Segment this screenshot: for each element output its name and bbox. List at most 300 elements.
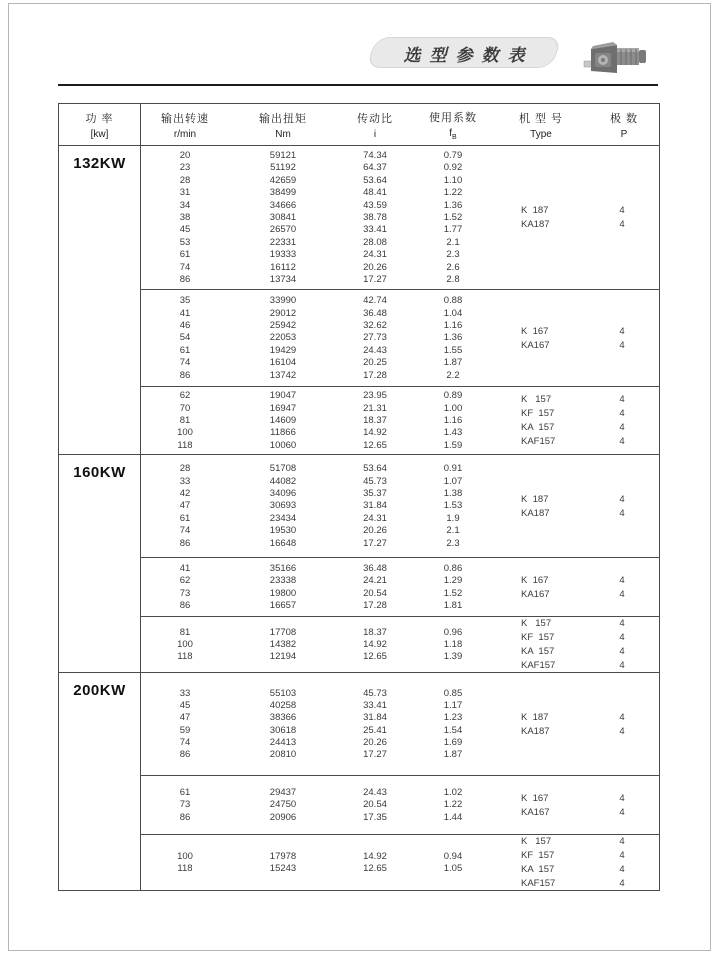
torque-value: 10060 [269, 439, 297, 451]
type-pole-rows [493, 455, 659, 557]
ratio-value: 24.21 [363, 575, 387, 587]
ratio-value: 24.31 [363, 512, 387, 524]
pole-value: 4 [619, 205, 625, 216]
header-poles: 极 数 P [609, 112, 639, 140]
ratio-value: 42.74 [363, 295, 387, 307]
ratio-value: 31.84 [363, 712, 387, 724]
speed-value: 34 [179, 199, 191, 211]
ratio-value: 20.26 [363, 261, 387, 273]
ratio-value: 20.26 [363, 525, 387, 537]
power-cell [59, 455, 141, 672]
header-model-type: 机 型 号 Type [518, 112, 564, 140]
factor-value: 1.07 [443, 475, 463, 487]
power-section [59, 672, 659, 890]
speed-value: 31 [179, 187, 191, 199]
table-row [141, 390, 493, 402]
type-label: KA 157 [521, 422, 555, 433]
torque-value: 19429 [269, 344, 297, 356]
table-row [141, 799, 493, 811]
factor-value: 1.53 [443, 500, 463, 512]
numeric-rows [141, 673, 493, 775]
factor-value: 1.22 [443, 799, 463, 811]
power-cell [59, 146, 141, 454]
torque-value: 22053 [269, 332, 297, 344]
speed-value: 118 [177, 439, 193, 451]
pole-value: 4 [619, 493, 625, 505]
speed-value: 53 [179, 236, 191, 248]
ratio-block [141, 557, 659, 616]
pole-value: 4 [619, 711, 625, 723]
torque-value: 14609 [269, 414, 297, 426]
speed-value: 41 [179, 307, 191, 319]
ratio-value: 20.54 [363, 587, 387, 599]
torque-value: 55103 [269, 687, 297, 699]
speed-value: 118 [177, 863, 193, 875]
table-row [141, 199, 493, 211]
factor-value: 1.10 [443, 174, 463, 186]
ratio-value: 20.25 [363, 357, 387, 369]
pole-value: 4 [619, 325, 625, 337]
pole-value: 4 [619, 436, 625, 447]
ratio-value: 12.65 [363, 439, 387, 451]
type-label: KF 157 [521, 632, 555, 644]
pole-value: 4 [619, 219, 625, 230]
table-header-row [59, 104, 659, 146]
speed-value: 45 [179, 699, 191, 711]
ratio-value: 12.65 [363, 863, 387, 875]
speed-value: 23 [179, 162, 191, 174]
type-label: KAF157 [521, 877, 556, 889]
table-row [141, 525, 493, 537]
speed-value: 62 [179, 575, 191, 587]
table-row [141, 307, 493, 319]
factor-value: 1.9 [446, 512, 460, 524]
speed-value: 86 [179, 749, 191, 761]
factor-value: 1.04 [443, 307, 463, 319]
factor-value: 0.86 [443, 562, 463, 574]
speed-value: 74 [179, 525, 191, 537]
header-power: 功 率 [kw] [59, 104, 141, 145]
factor-value: 0.88 [443, 295, 463, 307]
table-row [141, 599, 493, 611]
ratio-value: 24.43 [363, 344, 387, 356]
type-row [493, 338, 659, 352]
torque-value: 16648 [269, 537, 297, 549]
factor-value: 1.29 [443, 575, 463, 587]
ratio-value: 25.41 [363, 724, 387, 736]
table-row [141, 248, 493, 260]
ratio-value: 31.84 [363, 500, 387, 512]
table-row [141, 850, 493, 862]
pole-value: 4 [619, 394, 625, 405]
speed-value: 86 [179, 811, 191, 823]
torque-value: 16947 [269, 402, 297, 414]
factor-value: 1.36 [443, 199, 463, 211]
speed-value: 86 [179, 537, 191, 549]
header-ratio: 传动比 i [357, 112, 393, 140]
torque-value: 59121 [269, 150, 297, 162]
speed-value: 45 [179, 224, 191, 236]
ratio-value: 28.08 [363, 236, 387, 248]
table-row [141, 295, 493, 307]
torque-value: 16112 [270, 261, 296, 273]
ratio-value: 48.41 [363, 187, 387, 199]
factor-value: 1.55 [443, 344, 463, 356]
speed-value: 61 [179, 512, 191, 524]
factor-value: 2.6 [446, 261, 460, 273]
table-row [141, 512, 493, 524]
pole-value: 4 [619, 408, 625, 419]
factor-value: 1.52 [443, 587, 463, 599]
table-row [141, 273, 493, 285]
speed-value: 86 [179, 369, 191, 381]
ratio-value: 17.28 [363, 600, 387, 612]
power-label: 160KW [73, 464, 126, 481]
torque-value: 19333 [269, 249, 297, 261]
speed-value: 70 [179, 402, 191, 414]
torque-value: 51192 [270, 162, 296, 174]
header-service-factor: 使用系数 $f_B$ [429, 111, 477, 141]
type-row [493, 710, 659, 724]
pole-value: 4 [619, 645, 625, 657]
torque-value: 35166 [269, 562, 297, 574]
type-label: K 187 [521, 205, 549, 216]
ratio-value: 38.78 [363, 211, 387, 223]
type-label: K 167 [521, 325, 549, 337]
table-row [141, 651, 493, 663]
torque-value: 51708 [269, 463, 297, 475]
ratio-block [141, 834, 659, 890]
pole-value: 4 [619, 877, 625, 889]
table-row [141, 187, 493, 199]
type-label: KA187 [521, 725, 550, 737]
numeric-rows [141, 290, 493, 386]
torque-value: 26570 [269, 224, 297, 236]
torque-value: 19530 [269, 525, 297, 537]
table-row [141, 174, 493, 186]
type-label: KA167 [521, 806, 550, 818]
ratio-value: 27.73 [363, 332, 387, 344]
ratio-value: 74.34 [363, 150, 387, 162]
type-label: KA187 [521, 219, 550, 230]
torque-value: 23338 [269, 575, 297, 587]
torque-value: 23434 [269, 512, 297, 524]
power-cell [59, 673, 141, 890]
type-row [493, 573, 659, 587]
speed-value: 86 [179, 600, 191, 612]
table-row [141, 736, 493, 748]
type-row [493, 645, 659, 659]
ratio-value: 64.37 [363, 162, 387, 174]
type-row [493, 218, 659, 232]
speed-value: 61 [179, 787, 191, 799]
speed-value: 86 [179, 273, 191, 285]
speed-value: 47 [179, 500, 191, 512]
torque-value: 38366 [269, 712, 297, 724]
speed-value: 61 [179, 249, 191, 261]
factor-value: 0.85 [443, 687, 463, 699]
table-row [141, 786, 493, 798]
speed-value: 46 [179, 320, 191, 332]
table-row [141, 587, 493, 599]
torque-value: 14382 [269, 638, 297, 650]
table-row [141, 332, 493, 344]
type-pole-rows [493, 387, 659, 454]
torque-value: 29012 [269, 307, 297, 319]
table-row [141, 369, 493, 381]
ratio-value: 20.26 [363, 737, 387, 749]
table-row [141, 699, 493, 711]
ratio-value: 14.92 [363, 427, 387, 439]
torque-value: 12194 [269, 651, 297, 663]
ratio-value: 14.92 [363, 638, 387, 650]
ratio-value: 17.35 [363, 811, 387, 823]
speed-value: 20 [179, 150, 191, 162]
torque-value: 13742 [269, 369, 297, 381]
speed-value: 81 [179, 414, 191, 426]
torque-value: 17978 [269, 850, 297, 862]
factor-value: 0.79 [443, 150, 463, 162]
type-label: K 187 [521, 711, 549, 723]
factor-value: 2.8 [446, 273, 460, 285]
table-row [141, 427, 493, 439]
factor-value: 1.36 [443, 332, 463, 344]
header-output-torque: 输出扭矩 Nm [259, 112, 307, 140]
factor-value: 1.16 [443, 414, 463, 426]
type-label: KA167 [521, 339, 550, 351]
factor-value: 1.77 [443, 224, 463, 236]
factor-value: 1.44 [443, 811, 463, 823]
ratio-value: 24.43 [363, 787, 387, 799]
ratio-block [141, 146, 659, 289]
type-row [493, 835, 659, 849]
torque-value: 16104 [269, 357, 297, 369]
factor-value: 2.3 [446, 249, 460, 261]
ratio-value: 21.31 [363, 402, 387, 414]
type-pole-rows [493, 776, 659, 834]
table-row [141, 487, 493, 499]
ratio-value: 33.41 [363, 224, 387, 236]
torque-value: 20906 [269, 811, 297, 823]
ratio-block [141, 386, 659, 454]
ratio-value: 43.59 [363, 199, 387, 211]
type-row [493, 204, 659, 218]
pole-value: 4 [619, 588, 625, 600]
ratio-value: 53.64 [363, 463, 387, 475]
ratio-block [141, 673, 659, 775]
table-row [141, 402, 493, 414]
pole-value: 4 [619, 836, 625, 848]
table-row [141, 344, 493, 356]
parameter-table-body [59, 146, 659, 890]
factor-value: 0.91 [443, 463, 463, 475]
speed-value: 38 [179, 211, 191, 223]
type-row [493, 506, 659, 520]
table-row [141, 162, 493, 174]
speed-value: 73 [179, 799, 191, 811]
pole-value: 4 [619, 339, 625, 351]
type-row [493, 849, 659, 863]
factor-value: 1.59 [443, 439, 463, 451]
ratio-value: 36.48 [363, 562, 387, 574]
factor-value: 0.94 [443, 850, 463, 862]
type-label: KF 157 [521, 850, 555, 862]
type-row [493, 421, 659, 435]
type-row [493, 393, 659, 407]
ratio-value: 24.31 [363, 249, 387, 261]
type-row [493, 724, 659, 738]
table-row [141, 224, 493, 236]
table-row [141, 626, 493, 638]
factor-value: 0.96 [443, 626, 463, 638]
ratio-value: 17.28 [363, 369, 387, 381]
ratio-value: 53.64 [363, 174, 387, 186]
pole-value: 4 [619, 507, 625, 519]
speed-value: 74 [179, 357, 191, 369]
table-row [141, 687, 493, 699]
type-row [493, 863, 659, 877]
factor-value: 1.16 [443, 320, 463, 332]
header-output-speed: 输出转速 r/min [161, 112, 209, 140]
ratio-value: 45.73 [363, 475, 387, 487]
type-row [493, 658, 659, 672]
table-row [141, 575, 493, 587]
table-row [141, 712, 493, 724]
pole-value: 4 [619, 632, 625, 644]
factor-value: 1.39 [443, 651, 463, 663]
factor-value: 1.87 [443, 749, 463, 761]
ratio-value: 20.54 [363, 799, 387, 811]
speed-value: 33 [179, 687, 191, 699]
ratio-value: 35.37 [363, 488, 387, 500]
ratio-value: 17.27 [363, 273, 387, 285]
torque-value: 44082 [269, 475, 297, 487]
factor-value: 1.38 [443, 488, 463, 500]
torque-value: 24413 [269, 737, 297, 749]
type-label: KF 157 [521, 408, 555, 419]
numeric-rows [141, 617, 493, 672]
type-label: K 157 [521, 394, 552, 405]
type-label: K 187 [521, 493, 549, 505]
torque-value: 34666 [269, 199, 297, 211]
pole-value: 4 [619, 806, 625, 818]
type-label: KAF157 [521, 659, 556, 671]
torque-value: 16657 [269, 600, 297, 612]
ratio-value: 32.62 [363, 320, 387, 332]
pole-value: 4 [619, 725, 625, 737]
type-row [493, 631, 659, 645]
page-title: 选型参数表 [403, 46, 534, 65]
numeric-rows [141, 387, 493, 454]
type-pole-rows [493, 617, 659, 672]
type-row [493, 407, 659, 421]
torque-value: 24750 [269, 799, 297, 811]
speed-value: 73 [179, 587, 191, 599]
type-pole-rows [493, 146, 659, 289]
section-blocks [141, 455, 659, 672]
torque-value: 38499 [269, 187, 297, 199]
type-label: K 157 [521, 836, 552, 848]
numeric-rows [141, 835, 493, 890]
type-label: KA 157 [521, 645, 555, 657]
ratio-value: 12.65 [363, 651, 387, 663]
speed-value: 28 [179, 463, 191, 475]
speed-value: 74 [179, 737, 191, 749]
torque-value: 33990 [269, 295, 297, 307]
factor-value: 1.05 [443, 863, 463, 875]
speed-value: 28 [179, 174, 191, 186]
ratio-block [141, 775, 659, 834]
type-row [493, 805, 659, 819]
header-divider-rule [58, 84, 658, 86]
gear-motor-photo-icon [583, 39, 651, 79]
type-pole-rows [493, 290, 659, 386]
numeric-rows [141, 146, 493, 289]
table-row [141, 211, 493, 223]
speed-value: 42 [179, 488, 191, 500]
factor-value: 2.2 [446, 369, 460, 381]
torque-value: 25942 [269, 320, 297, 332]
type-row [493, 435, 659, 449]
torque-value: 30841 [269, 211, 297, 223]
type-label: KA167 [521, 588, 550, 600]
table-row [141, 236, 493, 248]
factor-value: 0.92 [443, 162, 463, 174]
table-row [141, 562, 493, 574]
power-section [59, 454, 659, 672]
ratio-value: 23.95 [363, 390, 387, 402]
table-row [141, 319, 493, 331]
type-pole-rows [493, 835, 659, 890]
factor-value: 0.89 [443, 390, 463, 402]
type-row [493, 324, 659, 338]
type-label: K 167 [521, 574, 549, 586]
speed-value: 35 [179, 295, 191, 307]
table-row [141, 863, 493, 875]
type-label: KAF157 [521, 436, 556, 447]
type-label: K 167 [521, 792, 549, 804]
numeric-rows [141, 776, 493, 834]
numeric-rows [141, 558, 493, 616]
type-row [493, 492, 659, 506]
speed-value: 47 [179, 712, 191, 724]
selection-parameter-table [58, 103, 660, 891]
pole-value: 4 [619, 863, 625, 875]
factor-value: 1.43 [443, 427, 463, 439]
torque-value: 29437 [269, 787, 297, 799]
speed-value: 74 [179, 261, 191, 273]
speed-value: 100 [177, 427, 193, 439]
torque-value: 19047 [269, 390, 297, 402]
table-row [141, 414, 493, 426]
torque-value: 22331 [269, 236, 297, 248]
torque-value: 20810 [269, 749, 297, 761]
speed-value: 62 [179, 390, 191, 402]
type-pole-rows [493, 558, 659, 616]
power-label: 132KW [73, 155, 126, 172]
factor-value: 1.87 [443, 357, 463, 369]
torque-value: 42659 [269, 174, 297, 186]
section-blocks [141, 673, 659, 890]
table-row [141, 261, 493, 273]
ratio-value: 17.27 [363, 749, 387, 761]
speed-value: 54 [179, 332, 191, 344]
pole-value: 4 [619, 792, 625, 804]
factor-value: 1.23 [443, 712, 463, 724]
speed-value: 33 [179, 475, 191, 487]
torque-value: 15243 [269, 863, 297, 875]
power-label: 200KW [73, 682, 126, 699]
